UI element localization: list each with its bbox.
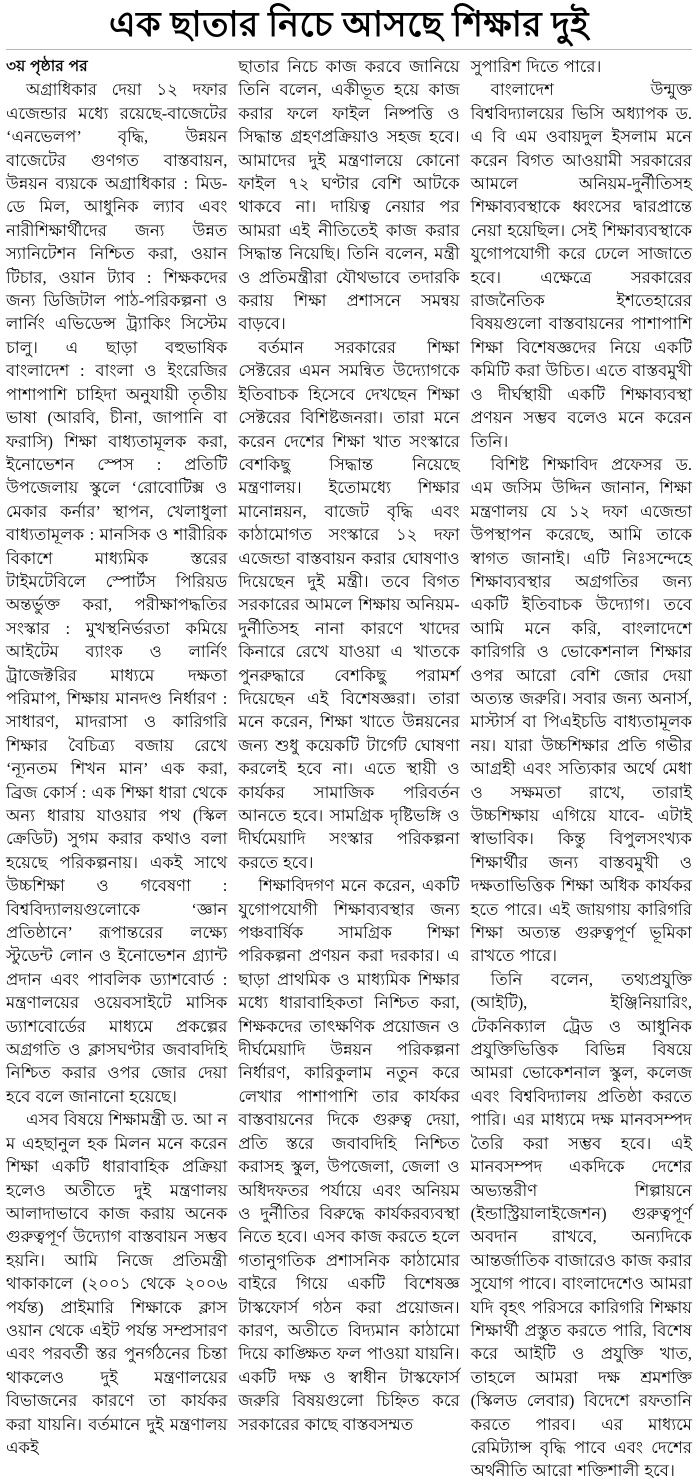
paragraph-continuation: ছাতার নিচে কাজ করবে জানিয়ে তিনি বলেন, একীভূত হয়ে কাজ করার ফলে ফাইল নিষ্পত্তি ও সিদ্ধান্ত গ্রহণপ্রক্রিয়াও সহজ হবে। আমাদের দুই মন্ত্রণালয়ে কোনো ফাইল ৭২ ঘণ্টার বেশি আটকে থাকবে না। দায়িত্ব নেয়ার পর আমরা এই নীতিতেই কাজ করার সিদ্ধান্ত নিয়েছি। তিনি বলেন, মন্ত্রী ও প্রতিমন্ত্রীরা যৌথভাবে তদারকি করায় শিক্ষা প্রশাসনে সমন্বয় বাড়বে। [238, 57, 460, 334]
article-column-1 [6, 55, 227, 1459]
paragraph: বর্তমান সরকারের শিক্ষা সেক্টরের এমন সমন্বিত উদ্যোগকে ইতিবাচক হিসেবে দেখছেন শিক্ষা সেক্টরের বিশিষ্টজনরা। তারা মনে করেন দেশের শিক্ষা খাত সংস্কারে বেশকিছু সিদ্ধান্ত নিয়েছে মন্ত্রণালয়। ইতোমধ্যে শিক্ষার মানোন্নয়ন, বাজেট বৃদ্ধি এবং কাঠামোগত সংস্কারে ১২ দফা এজেন্ডা বাস্তবায়ন করার ঘোষণাও দিয়েছেন দুই মন্ত্রী। তবে বিগত সরকারের আমলে শিক্ষায় অনিয়ম-দুর্নীতিসহ নানা কারণে খাদের কিনারে রেখে যাওয়া এ খাতকে পুনরুদ্ধারে বেশকিছু পরামর্শ দিয়েছেন এই বিশেষজ্ঞরা। তারা মনে করেন, শিক্ষা খাতে উন্নয়নের জন্য শুধু কয়েকটি টার্গেট ঘোষণা করলেই হবে না। এতে স্থায়ী ও কার্যকর সামাজিক পরিবর্তন আনতে হবে। সামগ্রিক দৃষ্টিভঙ্গি ও দীর্ঘমেয়াদি সংস্কার পরিকল্পনা করতে হবে। [238, 337, 460, 872]
paragraph: এসব বিষয়ে শিক্ষামন্ত্রী ড. আ ন ম এহছানুল হক মিলন মনে করেন শিক্ষা একটি ধারাবাহিক প্রক্রিয়া হলেও অতীতে দুই মন্ত্রণালয় আলাদাভাবে কাজ করায় অনেক গুরুত্বপূর্ণ উদ্যোগ বাস্তবায়ন সম্ভব হয়নি। আমি নিজে প্রতিমন্ত্রী থাকাকালে (২০০১ থেকে ২০০৬ পর্যন্ত) প্রাইমারি শিক্ষাকে ক্লাস ওয়ান থেকে এইট পর্যন্ত সম্প্রসারণ এবং পরবর্তী স্তর পুনর্গঠনের চিন্তা থাকলেও দুই মন্ত্রণালয়ের বিভাজনের কারণে তা কার্যকর করা যায়নি। বর্তমানে দুই মন্ত্রণালয় একই [6, 1110, 228, 1457]
article-column-3 [471, 55, 692, 1483]
paragraph: শিক্ষাবিদগণ মনে করেন, একটি যুগোপযোগী শিক্ষাব্যবস্থার জন্য পঞ্চবার্ষিক সামগ্রিক শিক্ষা পরিকল্পনা প্রণয়ন করা দরকার। এ ছাড়া প্রাথমিক ও মাধ্যমিক শিক্ষার মধ্যে ধারাবাহিকতা নিশ্চিত করা, শিক্ষকদের তাৎক্ষণিক প্রয়োজন ও দীর্ঘমেয়াদি উন্নয়ন পরিকল্পনা নির্ধারণ, কারিকুলাম নতুন করে লেখার পাশাপাশি তার কার্যকর বাস্তবায়নের দিকে গুরুত্ব দেয়া, প্রতি স্তরে জবাবদিহি নিশ্চিত করাসহ স্কুল, উপজেলা, জেলা ও অধিদফতর পর্যায়ে এবং অনিয়ম ও দুর্নীতির বিরুদ্ধে কার্যকরব্যবস্থা নিতে হবে। এসব কাজ করতে হলে গতানুগতিক প্রশাসনিক কাঠামোর বাইরে গিয়ে একটি বিশেষজ্ঞ টাস্কফোর্স গঠন করা প্রয়োজন। কারণ, অতীতে বিদ্যমান কাঠামো দিয়ে কাঙ্ক্ষিত ফল পাওয়া যায়নি। একটি দক্ষ ও স্বাধীন টাস্কফোর্স জরুরি বিষয়গুলো চিহ্নিত করে সরকারের কাছে বাস্তবসম্মত [238, 876, 460, 1434]
article-column-2 [238, 55, 459, 1436]
paragraph: বিশিষ্ট শিক্ষাবিদ প্রফেসর ড. এম জসিম উদ্দিন জানান, শিক্ষা মন্ত্রণালয় যে ১২ দফা এজেন্ডা উপস্থাপন করেছে, আমি তাকে স্বাগত জানাই। এটি নিঃসন্দেহে শিক্ষাব্যবস্থার অগ্রগতির জন্য একটি ইতিবাচক উদ্যোগ। তবে আমি মনে করি, বাংলাদেশে কারিগরি ও ভোকেশনাল শিক্ষার ওপর আরো বেশি জোর দেয়া অত্যন্ত জরুরি। সবার জন্য অনার্স, মাস্টার্স বা পিএইচডি বাধ্যতামূলক নয়। যারা উচ্চশিক্ষার প্রতি গভীর আগ্রহী এবং সত্যিকার অর্থে মেধা ও সক্ষমতা রাখে, তারাই উচ্চশিক্ষায় এগিয়ে যাবে- এটাই স্বাভাবিক। কিন্তু বিপুলসংখ্যক শিক্ষার্থীর জন্য বাস্তবমুখী ও দক্ষতাভিত্তিক শিক্ষা অধিক কার্যকর হতে পারে। এই জায়গায় কারিগরি শিক্ষা অত্যন্ত গুরুত্বপূর্ণ ভূমিকা রাখতে পারে। [470, 454, 692, 966]
continued-from-page-note: ৩য় পৃষ্ঠার পর [6, 58, 88, 75]
headline-divider-rule [6, 49, 692, 50]
article-columns [6, 55, 692, 1483]
paragraph: অগ্রাধিকার দেয়া ১২ দফার এজেন্ডার মধ্যে রয়েছে-বাজেটের ‘এনভেলপ’ বৃদ্ধি, উন্নয়ন বাজেটের গুণগত বাস্তবায়ন, উন্নয়ন ব্যয়কে অগ্রাধিকার : মিড-ডে মিল, আধুনিক ল্যাব এবং নারীশিক্ষার্থীদের জন্য উন্নত স্যানিটেশন নিশ্চিত করা, ওয়ান টিচার, ওয়ান ট্যাব : শিক্ষকদের জন্য ডিজিটাল পাঠ-পরিকল্পনা ও লার্নিং এভিডেন্স ট্র্যাকিং সিস্টেম চালু। এ ছাড়া বহুভাষিক বাংলাদেশ : বাংলা ও ইংরেজির পাশাপাশি চাহিদা অনুযায়ী তৃতীয় ভাষা (আরবি, চীনা, জাপানি বা ফরাসি) শিক্ষা বাধ্যতামূলক করা, ইনোভেশন স্পেস : প্রতিটি উপজেলায় স্কুলে ‘রোবোটিক্স ও মেকার কর্নার’ স্থাপন, খেলাধুলা বাধ্যতামূলক : মানসিক ও শারীরিক বিকাশে মাধ্যমিক স্তরের টাইমটেবিলে স্পোর্টস পিরিয়ড অন্তর্ভুক্ত করা, পরীক্ষাপদ্ধতির সংস্কার : মুখস্থনির্ভরতা কমিয়ে আইটেম ব্যাংক ও লার্নিং ট্রাজেক্টরির মাধ্যমে দক্ষতা পরিমাপ, শিক্ষায় মানদণ্ড নির্ধারণ : সাধারণ, মাদরাসা ও কারিগরি শিক্ষার বৈচিত্র্য বজায় রেখে ‘ন্যূনতম শিখন মান’ এক করা, ব্রিজ কোর্স : এক শিক্ষা ধারা থেকে অন্য ধারায় যাওয়ার পথ (স্কিল ক্রেডিট) সুগম করার কথাও বলা হয়েছে পরিকল্পনায়। একই সাথে উচ্চশিক্ষা ও গবেষণা : বিশ্ববিদ্যালয়গুলোকে ‘জ্ঞান প্রতিষ্ঠানে’ রূপান্তরের লক্ষ্যে স্টুডেন্ট লোন ও ইনোভেশন গ্র্যান্ট প্রদান এবং পাবলিক ড্যাশবোর্ড : মন্ত্রণালয়ের ওয়েবসাইটে মাসিক ড্যাশবোর্ডের মাধ্যমে প্রকল্পের অগ্রগতি ও ক্লাসঘণ্টার জবাবদিহি নিশ্চিত করার ওপর জোর দেয়া হবে বলে জানানো হয়েছে। [6, 80, 228, 1106]
article-headline: এক ছাতার নিচে আসছে শিক্ষার দুই [108, 5, 590, 44]
paragraph: তিনি বলেন, তথ্যপ্রযুক্তি (আইটি), ইঞ্জিনিয়ারিং, টেকনিক্যাল ট্রেড ও আধুনিক প্রযুক্তিভিত্তিক বিভিন্ন বিষয়ে আমরা ভোকেশনাল স্কুল, কলেজ এবং বিশ্ববিদ্যালয় প্রতিষ্ঠা করতে পারি। এর মাধ্যমে দক্ষ মানবসম্পদ তৈরি করা সম্ভব হবে। এই মানবসম্পদ একদিকে দেশের অভ্যন্তরীণ শিল্পায়নে (ইন্ডাস্ট্রিয়ালাইজেশন) গুরুত্বপূর্ণ অবদান রাখবে, অন্যদিকে আন্তর্জাতিক বাজারেও কাজ করার সুযোগ পাবে। বাংলাদেশেও আমরা যদি বৃহৎ পরিসরে কারিগরি শিক্ষায় শিক্ষার্থী প্রস্তুত করতে পারি, বিশেষ করে আইটি ও প্রযুক্তি খাত, তাহলে আমরা দক্ষ শ্রমশক্তি (স্কিলড লেবার) বিদেশে রফতানি করতে পারব। এর মাধ্যমে রেমিট্যান্স বৃদ্ধি পাবে এবং দেশের অর্থনীতি আরো শক্তিশালী হবে। [470, 969, 692, 1481]
paragraph-continuation: সুপারিশ দিতে পারে। [470, 57, 602, 76]
paragraph: বাংলাদেশ উন্মুক্ত বিশ্ববিদ্যালয়ের ভিসি অধ্যাপক ড. এ বি এম ওবায়দুল ইসলাম মনে করেন বিগত আওয়ামী সরকারের আমলে অনিয়ম-দুর্নীতিসহ শিক্ষাব্যবস্থাকে ধ্বংসের দ্বারপ্রান্তে নেয়া হয়েছিল। সেই শিক্ষাব্যবস্থাকে যুগোপযোগী করে ঢেলে সাজাতে হবে। এক্ষেত্রে সরকারের রাজনৈতিক ইশতেহারের বিষয়গুলো বাস্তবায়নের পাশাপাশি শিক্ষা বিশেষজ্ঞদের নিয়ে একটি কমিটি করা উচিত। এতে বাস্তবমুখী ও দীর্ঘস্থায়ী একটি শিক্ষাব্যবস্থা প্রণয়ন সম্ভব বলেও মনে করেন তিনি। [470, 80, 692, 451]
